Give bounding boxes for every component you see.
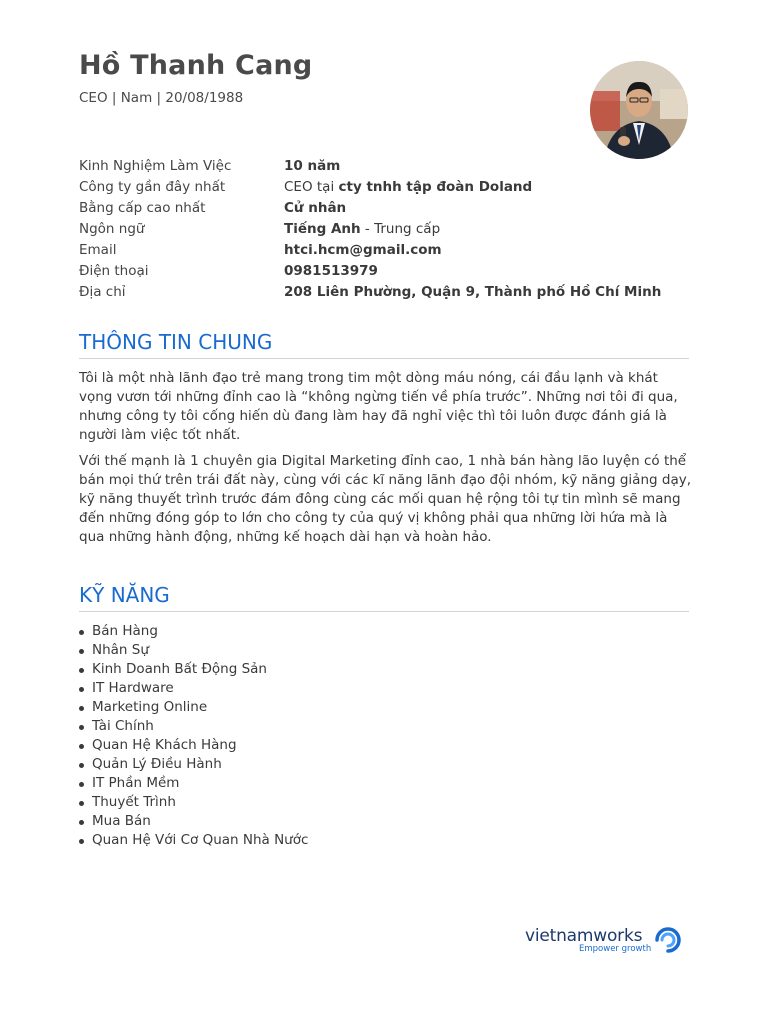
general-info-heading: THÔNG TIN CHUNG [79,330,689,359]
info-label: Ngôn ngữ [79,220,145,237]
skill-item [79,736,308,755]
info-row-experience [79,155,699,176]
bullet-icon [79,782,84,787]
bullet-icon [79,687,84,692]
personal-info-table [79,155,699,302]
skill-item [79,717,308,736]
info-suffix: - Trung cấp [360,220,441,237]
logo-brand-text: vietnamworks [525,926,643,946]
bullet-icon [79,706,84,711]
info-prefix: CEO tại [284,178,339,195]
email-value[interactable]: htci.hcm@gmail.com [284,241,442,258]
info-value: 10 năm [284,157,341,174]
skill-item [79,679,308,698]
skill-item [79,641,308,660]
bullet-icon [79,725,84,730]
info-value: Cử nhân [284,199,347,216]
general-info-paragraph-2: Với thế mạnh là 1 chuyên gia Digital Marketing đỉnh cao, 1 nhà bán hàng lão luyện có thể bán mọi thứ trên trái đất này, cùng với các kĩ năng lãnh đạo đội nhóm, kỹ năng giảng dạy, kỹ năng thuyết trình trước đám đông cùng các mối quan hệ rộng tôi tự tin mình sẽ mang đến những đóng góp to lớn cho công ty của quý vị không phải qua những lời hứa mà là qua những hành động, những kế hoạch dài hạn và hoàn hảo. [79,453,691,545]
skill-label: Quản Lý Điều Hành [92,756,222,772]
candidate-name: Hồ Thanh Cang [79,50,313,81]
skill-item [79,698,308,717]
skill-label: Quan Hệ Với Cơ Quan Nhà Nước [92,832,309,848]
info-row-phone [79,260,699,281]
skill-item [79,622,308,641]
skill-label: Kinh Doanh Bất Động Sản [92,661,267,677]
skill-label: IT Phần Mềm [92,775,180,791]
info-label: Điện thoại [79,262,149,279]
vietnamworks-logo [525,924,695,964]
skill-item [79,755,308,774]
bullet-icon [79,839,84,844]
bullet-icon [79,744,84,749]
info-row-email [79,239,699,260]
bullet-icon [79,649,84,654]
skill-label: Bán Hàng [92,623,158,639]
info-row-language [79,218,699,239]
info-value: 208 Liên Phường, Quận 9, Thành phố Hồ Chí Minh [284,283,662,300]
candidate-subtitle: CEO | Nam | 20/08/1988 [79,90,244,106]
logo-mark-icon [651,925,685,955]
profile-photo [590,61,688,159]
bullet-icon [79,801,84,806]
skill-item [79,831,308,850]
info-label: Email [79,241,117,258]
info-label: Bằng cấp cao nhất [79,199,206,216]
skill-item [79,774,308,793]
logo-tagline: Empower growth [579,944,652,954]
info-row-degree [79,197,699,218]
bullet-icon [79,668,84,673]
info-row-company [79,176,699,197]
skill-label: Tài Chính [92,718,154,734]
skill-label: Quan Hệ Khách Hàng [92,737,237,753]
bullet-icon [79,763,84,768]
skill-label: IT Hardware [92,680,174,696]
skill-item [79,660,308,679]
skill-label: Marketing Online [92,699,208,715]
skill-label: Mua Bán [92,813,151,829]
info-label: Kinh Nghiệm Làm Việc [79,157,232,174]
skill-item [79,793,308,812]
info-value: Tiếng Anh [284,220,361,237]
info-label: Địa chỉ [79,283,126,300]
skill-label: Thuyết Trình [92,794,176,810]
bullet-icon [79,630,84,635]
skill-label: Nhân Sự [92,642,149,658]
phone-value: 0981513979 [284,262,378,279]
skills-heading: KỸ NĂNG [79,583,689,612]
info-label: Công ty gần đây nhất [79,178,226,195]
info-value: cty tnhh tập đoàn Doland [338,178,533,195]
info-row-address [79,281,699,302]
skill-item [79,812,308,831]
general-info-paragraph-1: Tôi là một nhà lãnh đạo trẻ mang trong tim một dòng máu nóng, cái đầu lạnh và khát vọng vươn tới những đỉnh cao là “không ngừng tiến về phía trước”. Những nơi tôi đi qua, nhưng công ty tôi cống hiến dù đang làm hay đã nghỉ việc thì tôi luôn được đánh giá là người làm việc tốt nhất. [79,370,678,443]
skills-list [79,622,308,850]
bullet-icon [79,820,84,825]
